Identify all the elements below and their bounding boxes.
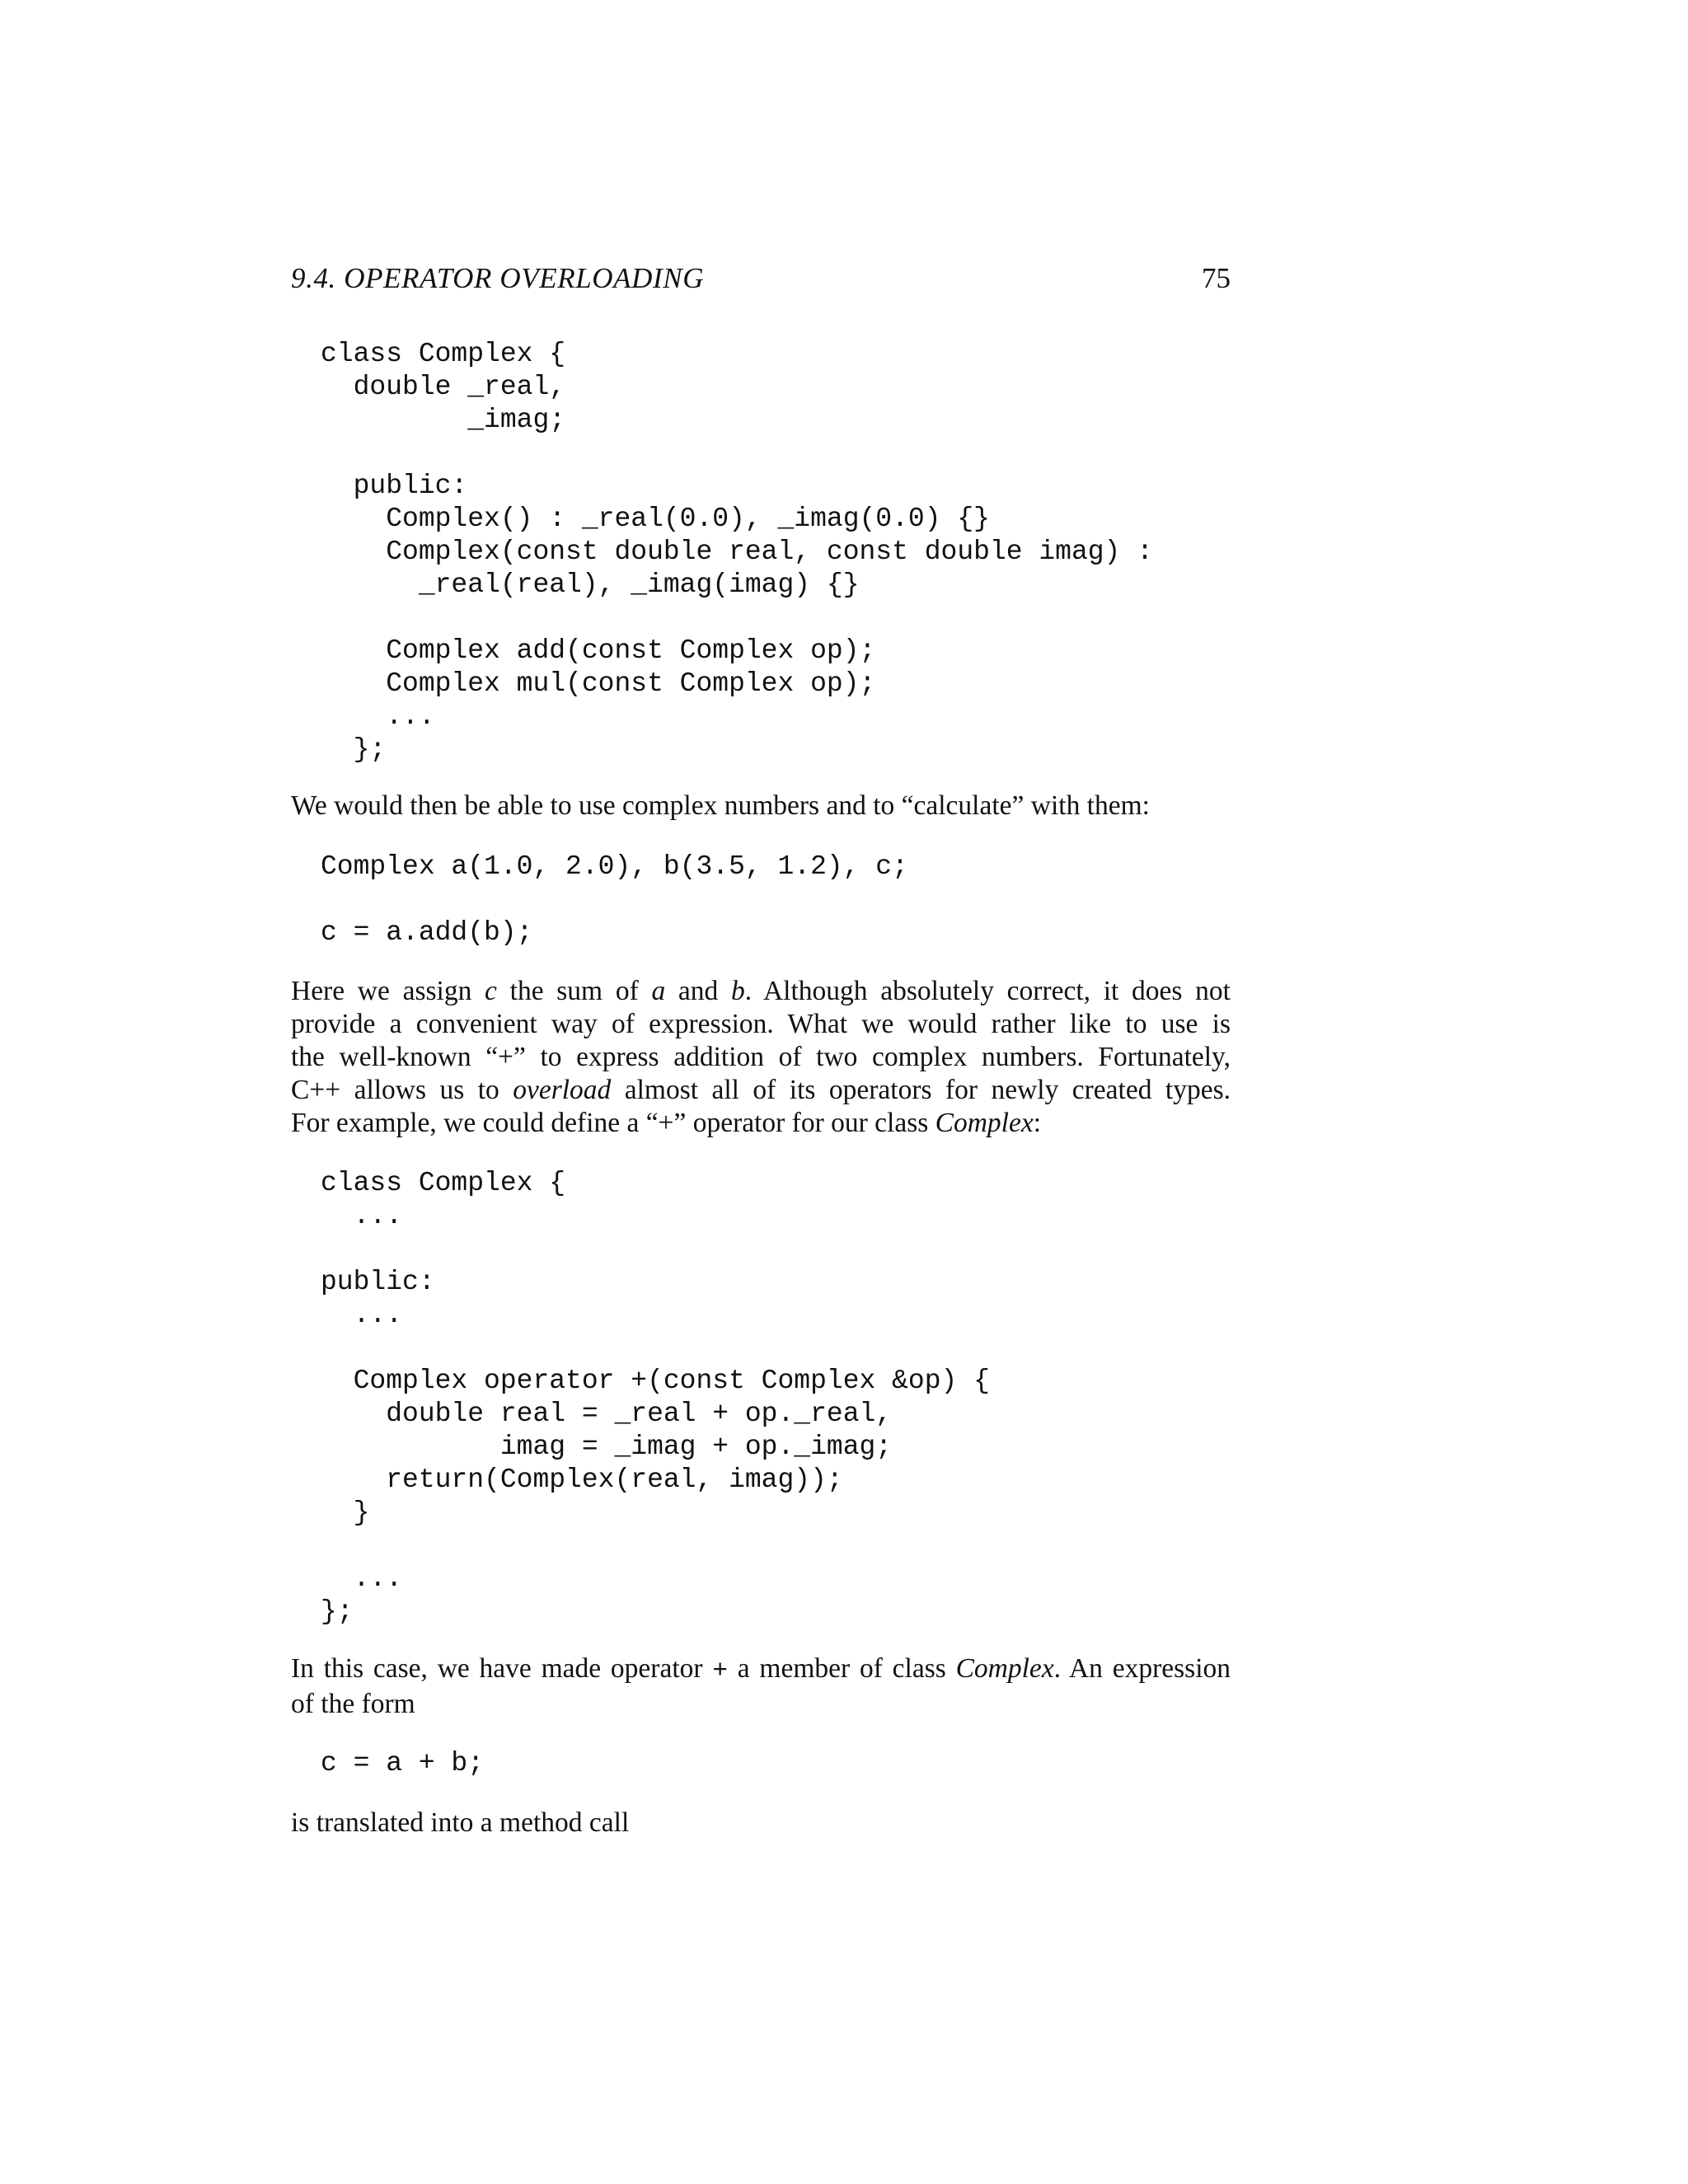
math-variable-c: c [485, 976, 497, 1006]
class-name-complex: Complex [935, 1108, 1034, 1138]
paragraph-line: We would then be able to use complex numbers and to “calculate” with them: [291, 790, 1150, 821]
running-head: 9.4. OPERATOR OVERLOADING [291, 262, 705, 294]
paragraph-line: In this case, we have made operator + a member of class Complex. An expression [291, 1653, 1231, 1685]
page-number: 75 [1202, 262, 1231, 294]
paragraph-overload-intro [291, 975, 1231, 1140]
code-block-operator-definition: class Complex { ... public: ... Complex operator +(const Complex &op) { double real = _real + op._real, imag = _imag + op._imag; return(Complex(real, imag)); } ... }; [321, 1168, 990, 1627]
paragraph-member-operator [291, 1652, 1231, 1721]
paragraph-line: provide a convenient way of expression. What we would rather like to use is [291, 1009, 1231, 1039]
paragraph-line: Here we assign c the sum of a and b. Although absolutely correct, it does not [291, 976, 1231, 1006]
code-block-class-declaration: class Complex { double _real, _imag; public: Complex() : _real(0.0), _imag(0.0) {} Complex(const double real, const double imag) : _real(real), _imag(imag) {} Complex add(const Complex op); Complex mul(const Complex op); ... }; [321, 339, 1153, 765]
paragraph-line: of the form [291, 1689, 415, 1719]
paragraph-calculate [291, 790, 1231, 823]
paragraph-line: For example, we could define a “+” operator for our class Complex: [291, 1108, 1042, 1138]
emphasis-overload: overload [513, 1075, 612, 1105]
math-variable-b: b [731, 976, 745, 1006]
code-block-usage: Complex a(1.0, 2.0), b(3.5, 1.2), c; c = a.add(b); [321, 851, 908, 948]
class-name-complex: Complex [955, 1653, 1054, 1684]
inline-code-plus: + [712, 1657, 728, 1685]
paragraph-line: is translated into a method call [291, 1807, 630, 1838]
paragraph-line: the well-known “+” to express addition of two complex numbers. Fortunately, [291, 1042, 1231, 1072]
code-block-expression: c = a + b; [321, 1748, 485, 1779]
paragraph-line: C++ allows us to overload almost all of its operators for newly created types. [291, 1075, 1231, 1105]
page-header [291, 262, 1231, 303]
paragraph-method-call [291, 1807, 1231, 1840]
math-variable-a: a [651, 976, 666, 1006]
